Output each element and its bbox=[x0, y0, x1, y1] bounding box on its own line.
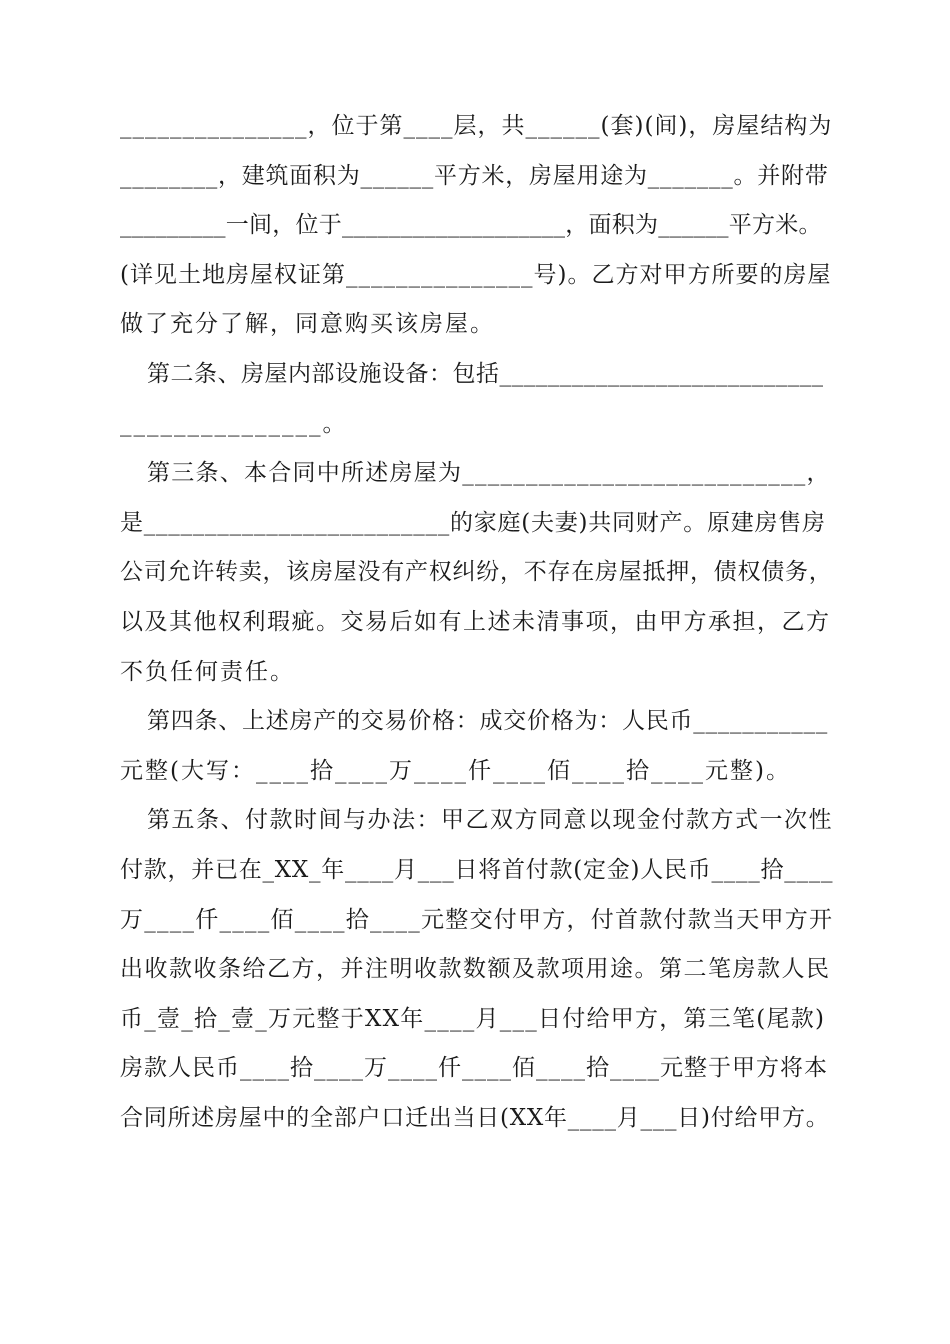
body-line: 不负任何责任。 bbox=[120, 658, 295, 685]
body-line: 万____仟____佰____拾____元整交付甲方，付首款付款当天甲方开 bbox=[120, 906, 834, 933]
body-line: 公司允许转卖，该房屋没有产权纠纷，不存在房屋抵押，债权债务， bbox=[120, 559, 833, 586]
body-line: 出收款收条给乙方，并注明收款数额及款项用途。第二笔房款人民 bbox=[120, 956, 831, 983]
body-line: _________一间，位于___________________，面积为______平方米。 bbox=[120, 212, 822, 239]
body-line: 是_________________________的家庭(夫妻)共同财产。原建房售房 bbox=[120, 509, 826, 536]
body-line: 房款人民币____拾____万____仟____佰____拾____元整于甲方将本 bbox=[120, 1055, 828, 1082]
body-line: 合同所述房屋中的全部户口迁出当日(XX年____月___日)付给甲方。 bbox=[120, 1104, 830, 1131]
body-line: 付款，并已在_XX_年____月___日将首付款(定金)人民币____拾____ bbox=[120, 856, 834, 883]
contract-page bbox=[120, 102, 832, 1143]
article-5-line: 第五条、付款时间与办法：甲乙双方同意以现金付款方式一次性 bbox=[147, 807, 833, 834]
article-3-line: 第三条、本合同中所述房屋为___________________________， bbox=[147, 460, 831, 487]
article-4-line: 第四条、上述房产的交易价格：成交价格为：人民币___________ bbox=[147, 708, 828, 735]
body-line: ________，建筑面积为______平方米，房屋用途为_______。并附带 bbox=[120, 162, 829, 189]
body-line: 元整(大写：____拾____万____仟____佰____拾____元整)。 bbox=[120, 757, 791, 784]
body-line: _______________。 bbox=[120, 410, 348, 437]
article-2-line: 第二条、房屋内部设施设备：包括___________________________ bbox=[147, 360, 824, 387]
body-line: 以及其他权利瑕疵。交易后如有上述未清事项，由甲方承担，乙方 bbox=[120, 608, 831, 635]
body-line: 币_壹_拾_壹_万元整于XX年____月___日付给甲方，第三笔(尾款) bbox=[120, 1005, 826, 1032]
body-line: (详见土地房屋权证第_______________号)。乙方对甲方所要的房屋 bbox=[120, 261, 832, 288]
body-line: _______________，位于第____层，共______(套)(间)，房屋结构为 bbox=[120, 113, 833, 139]
body-line: 做了充分了解，同意购买该房屋。 bbox=[120, 311, 495, 338]
